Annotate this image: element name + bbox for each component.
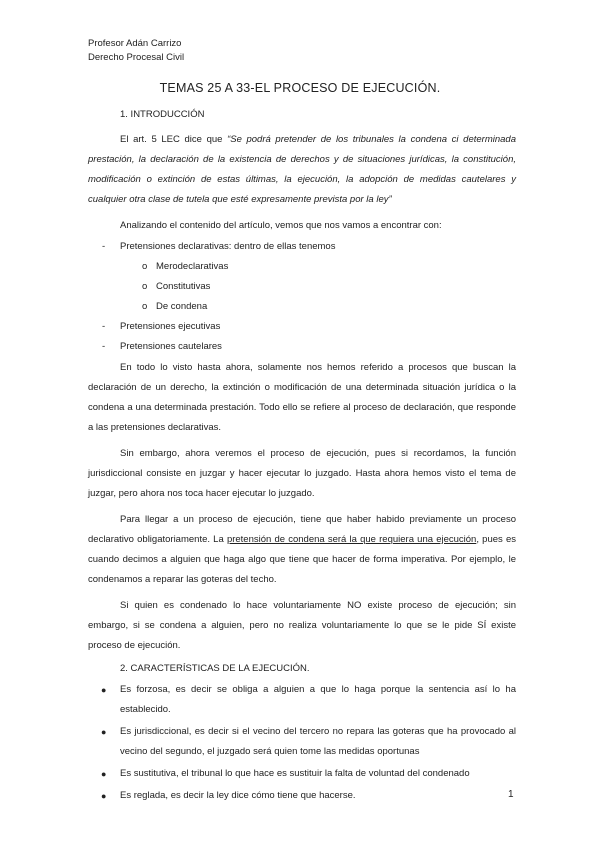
page-header (88, 37, 184, 65)
header-author: Profesor Adán Carrizo (88, 38, 182, 49)
header-subject: Derecho Procesal Civil (88, 52, 185, 63)
paragraph-condena (88, 510, 516, 590)
sub-list-item (88, 280, 516, 294)
sub-list-item (88, 260, 516, 274)
list-item-declarativas (88, 240, 516, 254)
bullet-marker: ● (101, 769, 107, 779)
bullet-marker: ● (101, 685, 107, 695)
bullet-item (88, 764, 516, 784)
bullet-text: Es jurisdiccional, es decir si el vecino del tercero no repara las goteras que ha provocado al vecino del segundo, el juzgado será quien tome las medidas oportunas (120, 726, 516, 757)
list-item-cautelares (88, 340, 516, 354)
circle-marker: o (142, 261, 148, 272)
bullet-marker: ● (101, 727, 107, 737)
bullet-marker: ● (101, 791, 107, 801)
circle-marker: o (142, 301, 148, 312)
sub-list-item (88, 300, 516, 314)
list-item-label: Pretensiones declarativas: dentro de ellas tenemos (120, 241, 336, 252)
sub-item-label: De condena (156, 301, 208, 312)
dash-marker: - (102, 341, 106, 352)
bullet-item (88, 786, 516, 806)
circle-marker: o (142, 281, 148, 292)
intro-paragraph (88, 130, 516, 210)
sub-item-label: Constitutivas (156, 281, 211, 292)
section-1-heading: 1. INTRODUCCIÓN (120, 109, 205, 120)
bullet-item (88, 680, 516, 720)
list-item-ejecutivas (88, 320, 516, 334)
p3-after: , pues es cuando decimos a alguien que haga algo que tiene que hacer de forma imperativa. Por ejemplo, le condenamos a reparar las goteras del techo. (88, 534, 516, 585)
intro-prefix: El art. 5 LEC dice que (120, 134, 228, 145)
list-item-label: Pretensiones ejecutivas (120, 321, 221, 332)
bullet-text: Es reglada, es decir la ley dice cómo tiene que hacerse. (120, 790, 356, 801)
underlined-phrase: pretensión de condena será la que requiera una ejecución (226, 534, 477, 545)
dash-marker: - (102, 241, 106, 252)
p3-before: Para llegar a un proceso de ejecución, tiene que haber habido previamente un proceso declarativo obligatoriamente. La (88, 514, 516, 545)
section-2-heading: 2. CARACTERÍSTICAS DE LA EJECUCIÓN. (120, 663, 310, 674)
article-quote: “Se podrá pretender de los tribunales la condena ci determinada prestación, la declaración de la existencia de derechos y de situaciones jurídicas, la constitución, modificación o extinción de estas últimas, la ejecución, la adopción de medidas cautelares y cualquier otra clase de tutela que esté expresamente prevista por la ley” (88, 134, 516, 205)
page-title: TEMAS 25 A 33-EL PROCESO DE EJECUCIÓN. (159, 81, 441, 95)
bullet-text: Es sustitutiva, el tribunal lo que hace es sustituir la falta de voluntad del condenado (120, 768, 470, 779)
paragraph-declaracion: En todo lo visto hasta ahora, solamente nos hemos referido a procesos que buscan la declaración de un derecho, la extinción o modificación de una determinada situación jurídica o la condena a una determinada prestación. Todo ello se refiere al proceso de declaración, que responde a las pretensiones declarativas. (88, 362, 516, 433)
page-number: 1 (508, 789, 514, 800)
dash-marker: - (102, 321, 106, 332)
analysis-paragraph: Analizando el contenido del artículo, vemos que nos vamos a encontrar con: (120, 220, 442, 231)
paragraph-voluntario: Si quien es condenado lo hace voluntariamente NO existe proceso de ejecución; sin embargo, si se condena a alguien, pero no realiza voluntariamente lo que se le pide SÍ existe proceso de ejecución. (88, 600, 516, 651)
list-item-label: Pretensiones cautelares (120, 341, 222, 352)
document-body (88, 108, 516, 808)
sub-item-label: Merodeclarativas (156, 261, 229, 272)
bullet-item (88, 722, 516, 762)
bullet-text: Es forzosa, es decir se obliga a alguien a que lo haga porque la sentencia así lo ha establecido. (120, 684, 516, 715)
paragraph-ejecucion: Sin embargo, ahora veremos el proceso de ejecución, pues si recordamos, la función jurisdiccional consiste en juzgar y hacer ejecutar lo juzgado. Hasta ahora hemos visto el tema de juzgar, pero ahora nos toca hacer ejecutar lo juzgado. (88, 448, 516, 499)
